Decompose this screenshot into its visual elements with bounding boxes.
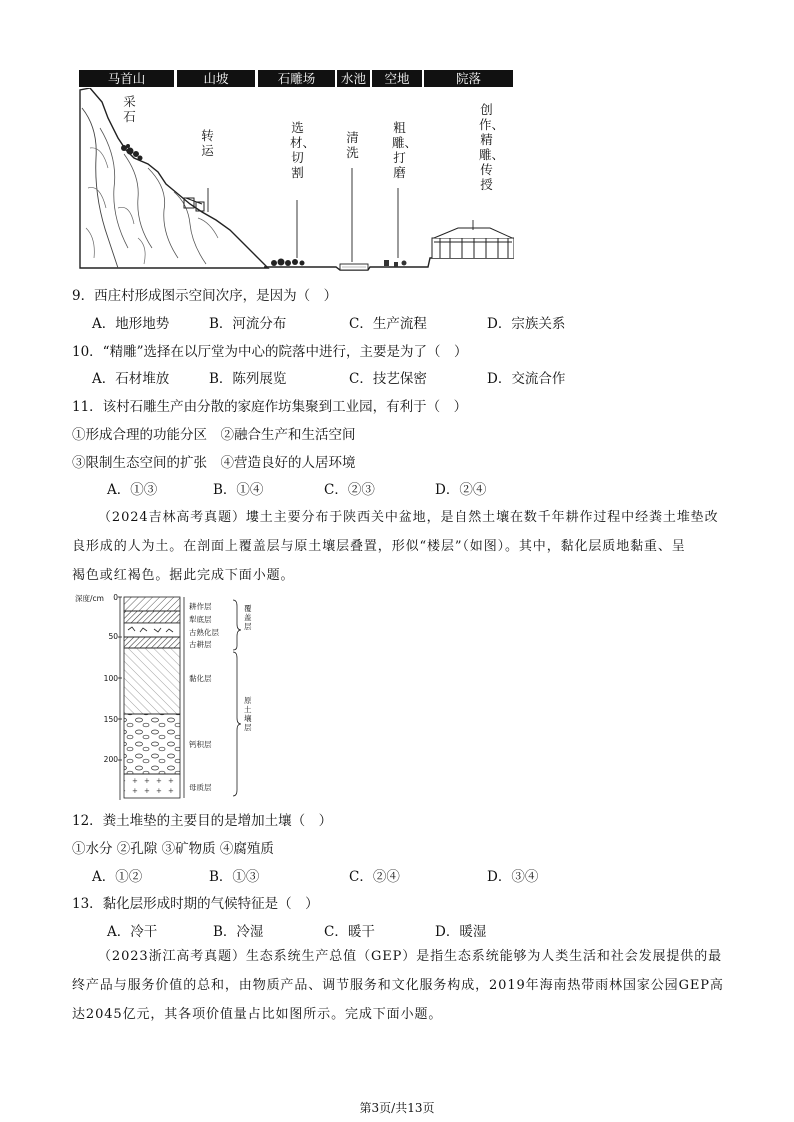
header-cell-shidiaochang: 石雕场 — [258, 70, 335, 87]
q10-option-c[interactable]: C．技艺保密 — [349, 371, 427, 387]
q10-option-a[interactable]: A．石材堆放 — [92, 371, 170, 387]
label-wash: 清洗 — [346, 130, 359, 160]
q11-stem: 11．该村石雕生产由分散的家庭作坊集聚到工业园，有利于（ ） — [72, 399, 468, 415]
q12-option-b[interactable]: B．①③ — [209, 869, 260, 885]
group-label-cover: 覆盖层 — [244, 604, 252, 631]
label-quarry: 采石 — [123, 94, 136, 124]
q13-stem: 13．黏化层形成时期的气候特征是（ ） — [72, 896, 319, 912]
layer-label-muzhi: 母质层 — [189, 783, 212, 792]
q12-option-c[interactable]: C．②④ — [349, 869, 400, 885]
layer-label-gengzuo: 耕作层 — [189, 602, 212, 611]
q11-option-c[interactable]: C．②③ — [324, 482, 375, 498]
landscape-illustration — [78, 88, 514, 272]
header-cell-yuanluo: 院落 — [424, 70, 513, 87]
header-cell-shuichi: 水池 — [337, 70, 370, 87]
layer-label-lidi: 犁底层 — [189, 615, 212, 624]
q12-option-d[interactable]: D．③④ — [487, 869, 539, 885]
label-cut: 选材、切割 — [290, 120, 316, 180]
header-cell-shanpo: 山坡 — [177, 70, 255, 87]
layer-gengzuo — [124, 597, 180, 611]
layer-gugeng — [124, 637, 180, 648]
layer-label-nianhua: 黏化层 — [189, 674, 212, 683]
layer-gushuhua — [124, 623, 180, 637]
layer-label-gugeng: 古耕层 — [189, 640, 212, 649]
q11-items-line1: ①形成合理的功能分区 ②融合生产和生活空间 — [72, 427, 356, 443]
header-cell-kongdi: 空地 — [372, 70, 422, 87]
passage1-line2: 良形成的人为土。在剖面上覆盖层与原土壤层叠置，形似“楼层”（如图）。其中，黏化层质地黏重、呈 — [72, 539, 686, 554]
passage1-line3: 褐色或红褐色。据此完成下面小题。 — [72, 568, 295, 583]
depth-tick-200: 200 — [103, 755, 118, 764]
label-create: 创作、精雕、传授 — [479, 102, 505, 192]
layer-nianhua — [124, 648, 180, 714]
open-ground-stones — [384, 260, 407, 267]
q9-option-c[interactable]: C．生产流程 — [349, 316, 427, 332]
layer-gaiji — [124, 714, 180, 774]
soil-column — [118, 596, 248, 802]
layer-lidi — [124, 611, 180, 623]
layer-label-gushuhua: 古熟化层 — [189, 628, 219, 637]
depth-tick-50: 50 — [108, 632, 118, 641]
page-number: 第3页/共13页 — [359, 1101, 435, 1115]
header-cell-mashoushan: 马首山 — [79, 70, 174, 87]
mountain-shape — [80, 88, 268, 268]
passage1-line1: （2024吉林高考真题）塿土主要分布于陕西关中盆地，是自然土壤在数千年耕作过程中经粪土堆垫改 — [98, 510, 719, 525]
q12-items: ①水分 ②孔隙 ③矿物质 ④腐殖质 — [72, 841, 274, 857]
depth-tick-100: 100 — [103, 674, 118, 683]
q12-option-a[interactable]: A．①② — [92, 869, 143, 885]
depth-tick-150: 150 — [103, 715, 118, 724]
courtyard-building — [432, 228, 514, 258]
depth-tick-0: 0 — [113, 593, 118, 602]
q11-option-b[interactable]: B．①④ — [213, 482, 264, 498]
q13-option-b[interactable]: B．冷湿 — [213, 924, 264, 940]
q13-option-c[interactable]: C．暖干 — [324, 924, 375, 940]
q10-option-d[interactable]: D．交流合作 — [487, 371, 566, 387]
q10-stem: 10．“精雕”选择在以厅堂为中心的院落中进行，主要是为了（ ） — [72, 344, 468, 360]
q10-option-b[interactable]: B．陈列展览 — [209, 371, 287, 387]
q12-stem: 12．粪土堆垫的主要目的是增加土壤（ ） — [72, 813, 333, 829]
q9-stem: 9．西庄村形成图示空间次序，是因为（ ） — [72, 288, 338, 304]
q11-option-a[interactable]: A．①③ — [107, 482, 158, 498]
layer-label-gaiji: 钙积层 — [189, 740, 212, 749]
q9-option-d[interactable]: D．宗族关系 — [487, 316, 566, 332]
passage2-line3: 达2045亿元，其各项价值量占比如图所示。完成下面小题。 — [72, 1007, 443, 1022]
passage2-line2: 终产品与服务价值的总和，由物质产品、调节服务和文化服务构成，2019年海南热带雨林国家公园GEP高 — [72, 978, 724, 993]
passage-lou-soil — [72, 503, 724, 590]
label-transport: 转运 — [201, 128, 214, 158]
q13-option-d[interactable]: D．暖湿 — [435, 924, 487, 940]
group-label-original: 原土壤层 — [244, 696, 252, 732]
q11-items-line2: ③限制生态空间的扩张 ④营造良好的人居环境 — [72, 455, 356, 471]
q9-option-a[interactable]: A．地形地势 — [92, 316, 170, 332]
passage2-line1: （2023浙江高考真题）生态系统生产总值（GEP）是指生态系统能够为人类生活和社会发展提供的最 — [98, 949, 723, 964]
layer-muzhi — [124, 774, 180, 798]
workshop-shrubs — [271, 259, 305, 267]
label-rough: 粗雕、打磨 — [392, 120, 418, 180]
q11-option-d[interactable]: D．②④ — [435, 482, 487, 498]
depth-axis-title: 深度/cm — [75, 594, 104, 603]
q13-option-a[interactable]: A．冷干 — [107, 924, 158, 940]
q9-option-b[interactable]: B．河流分布 — [209, 316, 287, 332]
passage-gep — [72, 942, 724, 1029]
